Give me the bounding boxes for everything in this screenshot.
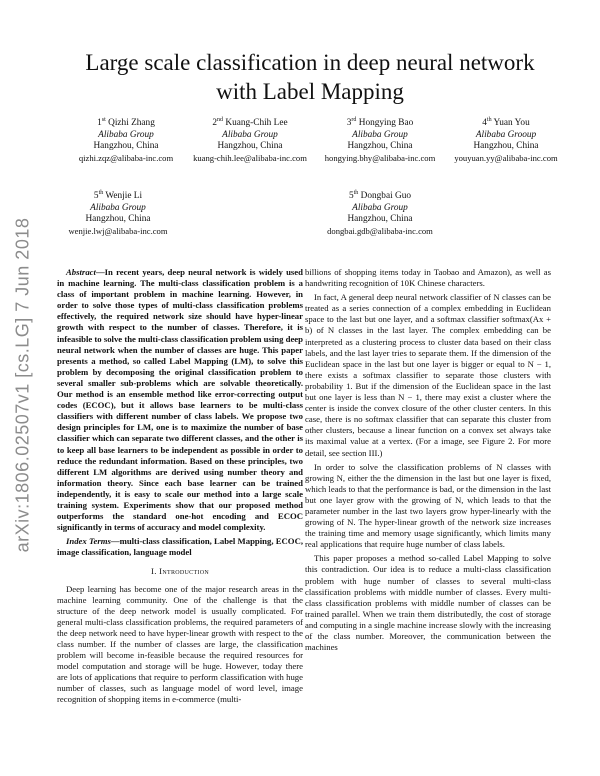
body-paragraph: In order to solve the classification problems of N classes with growing N, either the the dimension in the last but one layer is fixed, which leads to that the performance is bad, or the dimension in the last but one layer grow with the growing of N, which leads to that the parameter number in the last two layers grow hyper-linearly with the growing of N. The hyper-linear growth of the network size increases the training time and memory usage significantly, which limits many real applications that require huge number of class labels. [305,461,551,550]
author-location: Hangzhou, China [217,141,283,152]
author-affiliation: Alibaba Grooup [475,129,537,140]
author-affiliation: Alibaba Group [98,129,154,140]
author-email: wenjie.lwj@alibaba-inc.com [68,225,168,236]
left-column [57,267,303,709]
author-location: Hangzhou, China [473,141,539,152]
author-block [52,191,184,237]
author-name: 3rd Hongying Bao [346,116,414,128]
author-affiliation: Alibaba Group [352,129,408,140]
author-affiliation: Alibaba Group [90,202,146,213]
author-email: youyuan.yy@alibaba-inc.com [454,152,558,163]
index-terms [57,536,303,558]
author-block [314,191,446,237]
body-paragraph: This paper proposes a method so-called Label Mapping to solve this contradiction. Our idea is to reduce a multi-class classification problem with huge number of classes to several multi-class classification problems with middle number of classes. Every multi-class classification problems with middle number of classes can be trained parallel. When we train them distributedly, the cost of storage and computing in a single machine increase slowly with the increasing of the class number. Moreover, the communication between the machines [305,553,551,653]
author-block [184,118,316,164]
body-paragraph: billions of shopping items today in Taobao and Amazon), as well as handwriting recognition of 10K Chinese characters. [305,267,551,289]
title-line-1: Large scale classification in deep neural network [85,50,535,75]
author-affiliation: Alibaba Group [352,202,408,213]
abstract-label: Abstract [66,267,96,277]
author-email: kuang-chih.lee@alibaba-inc.com [193,152,307,163]
title-line-2: with Label Mapping [216,79,404,104]
author-block [60,118,192,164]
author-location: Hangzhou, China [85,214,151,225]
index-terms-text: —multi-class classification, Label Mapping, ECOC, image classification, language model [57,536,304,558]
paper-title [40,48,580,106]
author-name: 4th Yuan You [482,116,530,128]
body-paragraph: Deep learning has become one of the major research areas in the machine learning community. One of the challenge is that the structure of the deep network model is usually complicated. For general multi-class classification problems, the required parameters of the deep network need to have hyper-linear growth with respect to the class number. If the number of classes are large, the classification problem will become in-feasible because the required resources for model computation and storage will be huge. However, today there are lots of applications that require to perform classification with huge number of classes, such as language model of word level, image recognition of shopping items in e-commerce (multi- [57,583,303,705]
index-terms-label: Index Terms [66,536,111,547]
abstract [57,267,303,533]
author-affiliation: Alibaba Group [222,129,278,140]
arxiv-id-text: arXiv:1806.02507v1 [cs.LG] 7 Jun 2018 [12,217,33,553]
right-column [305,267,551,656]
author-block [440,118,572,164]
body-paragraph: In fact, A general deep neural network classifier of N classes can be treated as a series connection of a complex embedding in Euclidean space to the last but one layer, and a softmax classifier softmax(Ax + b) of N classes in the last layer. The complex embedding can be interpreted as a clustering process to cluster data based on their class labels, and the last layer tries to separate them. If the dimension of the Euclidean space in the last but one layer is bigger or equal to N − 1, there exists a softmax classifier to separate those clusters with probability 1. But if the dimension of the Euclidean space in the last but one layer is less than N − 1, there may exist a cluster where the center is inside the convex closure of the other cluster centers. In this case, there is no softmax classifier that can separate this cluster from other clusters, because a linear function on a convex set always take its maximal value at a vertex. (For a image, see Figure 2. For more detail, see section III.) [305,292,551,458]
author-block [314,118,446,164]
author-location: Hangzhou, China [347,214,413,225]
abstract-text: —In recent years, deep neural network is widely used in machine learning. The multi-class classification problem is a class of important problem in machine learning. However, in order to solve those types of multi-class classification problems effectively, the required network size should have hyper-linear growth with respect to the number of classes. Therefore, it is infeasible to solve the multi-class classification problem using deep neural network when the number of classes are huge. This paper presents a method, so called Label Mapping (LM), to solve this problem by decomposing the original classification problem to several smaller sub-problems which are solvable theoretically. Our method is an ensemble method like error-correcting output codes (ECOC), but it allows base learners to be multi-class classifiers with different number of class labels. We propose two design principles for LM, one is to maximize the number of base classifier which can separate two different classes, and the other is to keep all base learners to be independent as possible in order to reduce the redundant information. Based on these principles, two different LM algorithms are derived using number theory and information theory. Since each base learner can be trained independently, it is easy to scale our method into a large scale training system. Experiments show that our proposed method outperforms the standard one-hot encoding and ECOC significantly in terms of accuracy and model complexity. [57,267,303,533]
section-heading-introduction: I. Introduction [151,566,209,577]
author-email: qizhi.zqz@alibaba-inc.com [78,152,174,163]
author-name: 1st Qizhi Zhang [97,116,155,128]
author-name: 5th Dongbai Guo [348,189,411,201]
arxiv-stamp [12,210,34,560]
author-location: Hangzhou, China [347,141,413,152]
author-name: 2nd Kuang-Chih Lee [212,116,288,128]
author-email: dongbai.gdb@alibaba-inc.com [327,225,433,236]
author-name: 5th Wenjie Li [93,189,143,201]
author-location: Hangzhou, China [93,141,159,152]
author-email: hongying.bhy@alibaba-inc.com [324,152,436,163]
